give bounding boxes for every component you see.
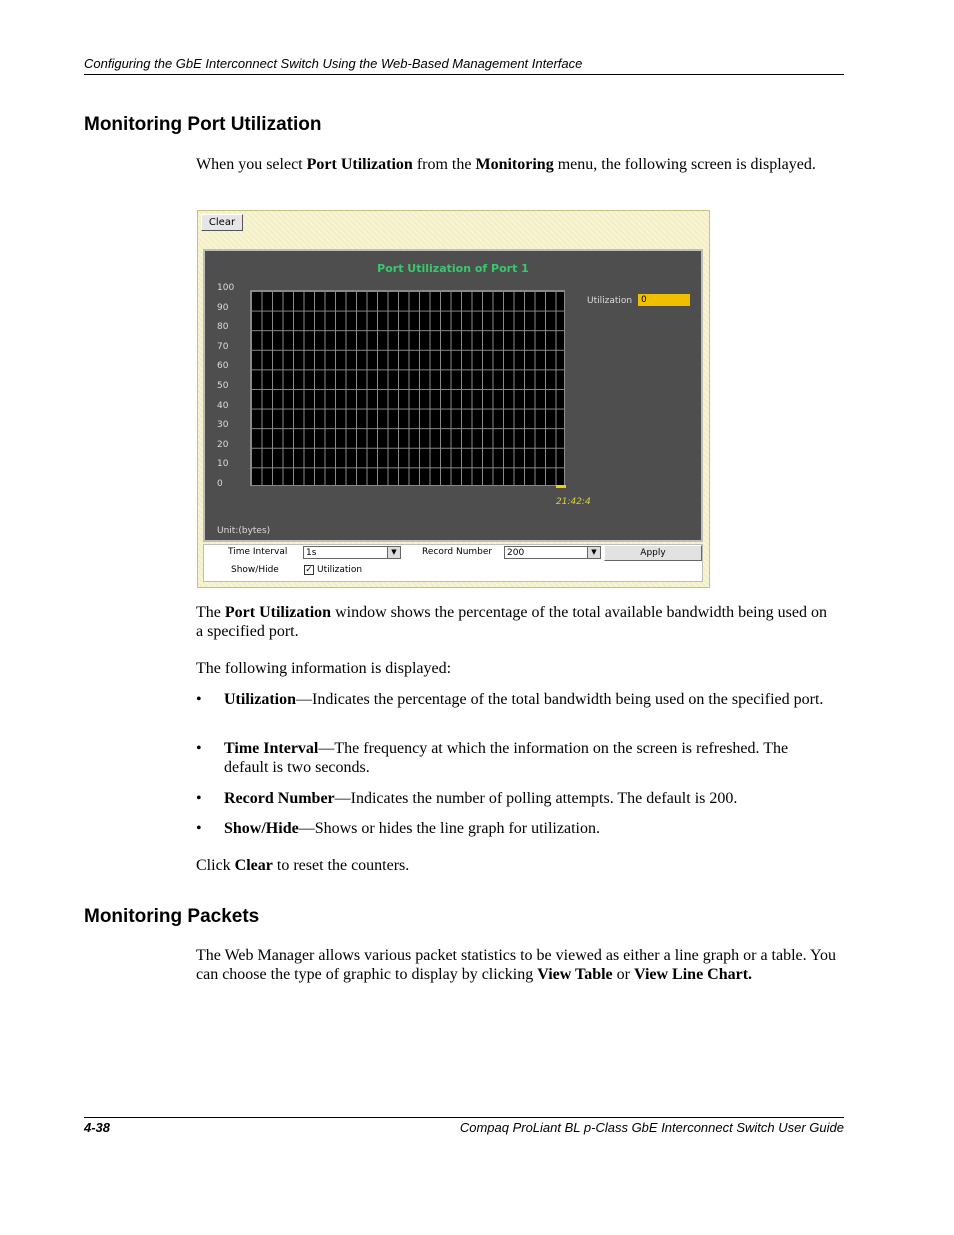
section-heading-monitoring-packets: Monitoring Packets [84, 906, 260, 927]
footer-rule [84, 1117, 844, 1118]
y-tick-label: 80 [217, 322, 229, 333]
control-bar [203, 544, 703, 582]
book-title: Compaq ProLiant BL p-Class GbE Interconnect Switch User Guide [459, 1120, 844, 1135]
utilization-checkbox[interactable]: ✓ [305, 565, 313, 575]
record-number-select[interactable] [504, 546, 601, 559]
utilization-value-field: 0 [638, 294, 690, 306]
header-rule [84, 74, 844, 75]
unit-label: Unit:(bytes) [217, 526, 271, 536]
show-hide-label: Show/Hide [231, 565, 279, 575]
bullet-icon: • [196, 790, 202, 807]
clear-button[interactable]: Clear [201, 214, 243, 231]
utilization-label: Utilization [587, 296, 633, 306]
time-stamp: 21:42:4 [556, 497, 591, 507]
plot-area [250, 290, 565, 486]
record-number-label: Record Number [422, 547, 493, 557]
record-number-value: 200 [507, 548, 525, 558]
page-number: 4-38 [84, 1120, 111, 1135]
port-utilization-description: The Port Utilization window shows the percentage of the total available bandwidth being used on a specified port. [196, 604, 827, 640]
monitoring-packets-paragraph: The Web Manager allows various packet statistics to be viewed as either a line graph or a table. You can choose the type of graphic to display by clicking View Table or View Line Chart. [196, 947, 837, 983]
y-tick-label: 40 [217, 400, 229, 411]
time-interval-label: Time Interval [228, 547, 288, 557]
bullet-icon: • [196, 820, 202, 837]
utilization-checkbox-label: Utilization [317, 565, 363, 575]
utilization-graph-panel [203, 249, 703, 542]
time-marker [556, 485, 566, 488]
graph-title: Port Utilization of Port 1 [377, 262, 529, 275]
port-utilization-screenshot [197, 210, 710, 588]
clear-instruction: Click Clear to reset the counters. [196, 857, 410, 874]
bullet-text: Record Number—Indicates the number of polling attempts. The default is 200. [224, 790, 738, 807]
bullet-text: Time Interval—The frequency at which the information on the screen is refreshed. The default is two seconds. [224, 740, 789, 776]
info-lead-in: The following information is displayed: [196, 660, 452, 677]
section-heading-port-utilization: Monitoring Port Utilization [84, 114, 322, 135]
y-tick-label: 60 [217, 361, 229, 372]
y-tick-label: 90 [217, 302, 229, 313]
y-tick-label: 20 [217, 439, 229, 450]
y-tick-label: 10 [217, 459, 229, 470]
bullet-text: Show/Hide—Shows or hides the line graph for utilization. [224, 820, 600, 837]
running-header: Configuring the GbE Interconnect Switch Using the Web-Based Management Interface [84, 56, 583, 71]
time-interval-select[interactable] [303, 546, 401, 559]
intro-paragraph: When you select Port Utilization from the Monitoring menu, the following screen is displayed. [196, 156, 816, 173]
y-tick-label: 50 [217, 381, 229, 391]
y-tick-label: 100 [217, 283, 235, 293]
bullet-icon: • [196, 691, 202, 708]
y-tick-label: 30 [217, 420, 229, 431]
chevron-down-icon: ▼ [387, 547, 400, 558]
y-tick-label: 70 [217, 341, 229, 352]
apply-button[interactable]: Apply [604, 545, 702, 561]
chevron-down-icon: ▼ [587, 547, 600, 558]
bullet-text: Utilization—Indicates the percentage of the total bandwidth being used on the specified port. [224, 691, 824, 708]
y-tick-label: 0 [217, 479, 223, 489]
time-interval-value: 1s [306, 548, 317, 558]
bullet-icon: • [196, 740, 202, 757]
